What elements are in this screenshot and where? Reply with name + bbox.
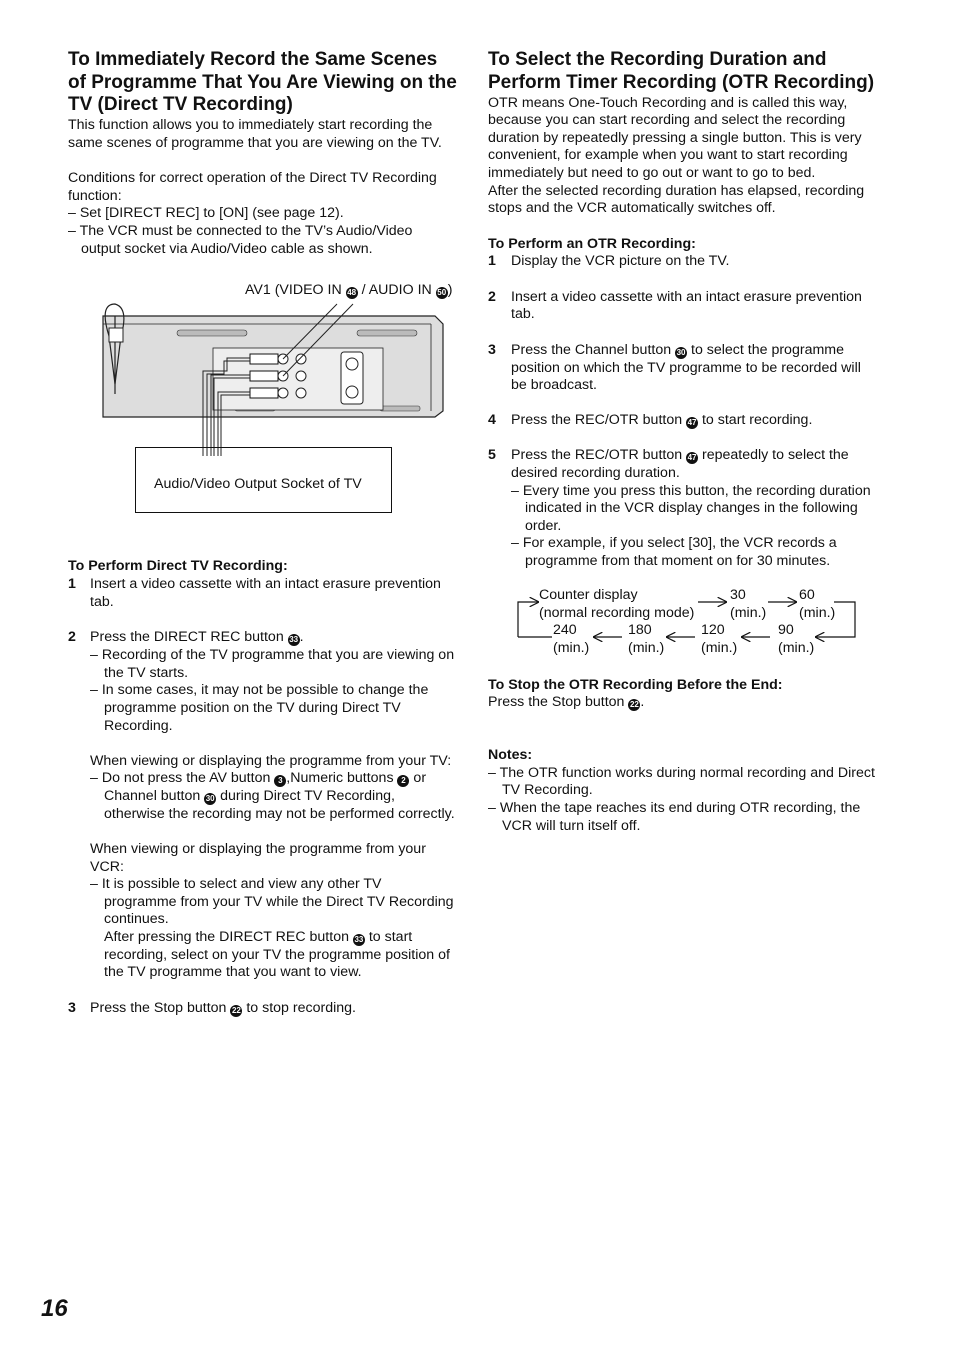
conditions-line: – Set [DIRECT REC] to [ON] (see page 12).	[68, 205, 344, 221]
procedure-title: To Perform Direct TV Recording:	[68, 558, 288, 574]
note-line: Recording.	[104, 718, 173, 734]
vcr-view-line: programme from your TV while the Direct TV Recording	[104, 894, 454, 910]
conditions-line: function:	[68, 188, 122, 204]
note-line: – Do not press the AV button 3 ,Numeric buttons 2 or	[90, 770, 427, 786]
intro-line: immediately but need to go out or want to go to bed.	[488, 165, 816, 181]
intro-line: convenient, for example when you want to start recording	[488, 147, 848, 163]
circled-number: 30	[205, 794, 215, 803]
cycle-counter-label: Counter display (normal recording mode)	[539, 587, 695, 621]
note-line: – In some cases, it may not be possible to change the	[90, 682, 429, 698]
vcr-view-line: When viewing or displaying the programme from your	[90, 841, 426, 857]
step-text: Press the Channel button 30 to select the programme	[511, 342, 844, 358]
circled-number: 33	[289, 635, 299, 644]
step-text: be broadcast.	[511, 377, 597, 393]
procedure-title: To Perform an OTR Recording:	[488, 236, 696, 252]
intro-line: stops and the VCR automatically switches off.	[488, 200, 776, 216]
note-line: – When the tape reaches its end during OTR recording, the	[488, 800, 861, 816]
step-text: Press the REC/OTR button 47 to start recording.	[511, 412, 813, 428]
step-number: 1	[68, 576, 76, 592]
vcr-view-line: recording, select on your TV the programme position of	[104, 947, 450, 963]
note-line: programme from that moment on for 30 minutes.	[525, 553, 831, 569]
step-text: Insert a video cassette with an intact erasure prevention	[90, 576, 441, 592]
note-line: Channel button 30 during Direct TV Recording,	[104, 788, 395, 804]
step-text: Press the REC/OTR button 47 repeatedly to select the	[511, 447, 849, 463]
step-text: Press the Stop button 22 to stop recording.	[90, 1000, 356, 1016]
circled-number: 22	[231, 1006, 241, 1015]
intro-line: OTR means One-Touch Recording and is called this way,	[488, 95, 848, 111]
av1-callout: AV1 (VIDEO IN 48 / AUDIO IN 50 )	[245, 282, 453, 298]
notes-title: Notes:	[488, 747, 533, 763]
note-line: – Every time you press this button, the recording duration	[511, 483, 871, 499]
vcr-view-line: – It is possible to select and view any other TV	[90, 876, 382, 892]
circled-number: 48	[347, 288, 357, 297]
note-line: programme position on the TV during Direct TV	[104, 700, 401, 716]
step-text: Press the DIRECT REC button 33 .	[90, 629, 304, 645]
step-text: position on which the TV programme to be recorded will	[511, 360, 861, 376]
otr-cycle-arrows	[510, 590, 860, 642]
page-number: 16	[41, 1295, 68, 1322]
cycle-240: 240 (min.)	[553, 622, 590, 656]
cycle-120: 120 (min.)	[701, 622, 738, 656]
intro-line: duration by repeatedly pressing a single button. This is very	[488, 130, 862, 146]
note-line: the TV starts.	[104, 665, 189, 681]
step-text: desired recording duration.	[511, 465, 680, 481]
step-number: 2	[488, 289, 496, 305]
vcr-view-line: continues.	[104, 911, 169, 927]
circled-number: 2	[397, 775, 409, 787]
otr-heading: To Select the Recording Duration and Perform Timer Recording (OTR Recording)	[488, 49, 875, 93]
circled-number: 3	[274, 775, 286, 787]
step-text: Display the VCR picture on the TV.	[511, 253, 730, 269]
circled-number: 50	[437, 288, 447, 297]
note-line: – Recording of the TV programme that you are viewing on	[90, 647, 455, 663]
tv-socket-label: Audio/Video Output Socket of TV	[154, 476, 362, 492]
intro-line: because you can start recording and select the recording	[488, 112, 846, 128]
cycle-180: 180 (min.)	[628, 622, 665, 656]
circled-number: 22	[629, 700, 639, 709]
vcr-view-line: the TV programme that you want to view.	[104, 964, 362, 980]
note-line: otherwise the recording may not be performed correctly.	[104, 806, 455, 822]
note-line: order.	[525, 518, 562, 534]
step-number: 3	[68, 1000, 76, 1016]
circled-number: 47	[687, 418, 697, 427]
intro-line: same scenes of programme that you are viewing on the TV.	[68, 135, 442, 151]
step-text: tab.	[511, 306, 535, 322]
step-text: tab.	[90, 594, 114, 610]
vcr-view-line: After pressing the DIRECT REC button 33 to start	[104, 929, 413, 945]
tv-view-title: When viewing or displaying the programme from your TV:	[90, 753, 452, 769]
step-number: 1	[488, 253, 496, 269]
conditions-line: output socket via Audio/Video cable as shown.	[81, 241, 373, 257]
note-line: – For example, if you select [30], the VCR records a	[511, 535, 837, 551]
direct-tv-heading: To Immediately Record the Same Scenes of Programme That You Are Viewing on the TV (Direct TV Recording)	[68, 49, 457, 115]
stop-title: To Stop the OTR Recording Before the End:	[488, 677, 783, 693]
note-line: TV Recording.	[502, 782, 593, 798]
circled-number: 30	[676, 348, 686, 357]
cycle-90: 90 (min.)	[778, 622, 815, 656]
note-line: indicated in the VCR display changes in the following	[525, 500, 858, 516]
note-line: VCR will turn itself off.	[502, 818, 641, 834]
circled-number: 47	[687, 453, 697, 462]
note-line: – The OTR function works during normal recording and Direct	[488, 765, 875, 781]
step-number: 5	[488, 447, 496, 463]
intro-line: This function allows you to immediately start recording the	[68, 117, 433, 133]
conditions-line: – The VCR must be connected to the TV’s Audio/Video	[68, 223, 413, 239]
vcr-view-line: VCR:	[90, 859, 124, 875]
step-number: 3	[488, 342, 496, 358]
cycle-60: 60 (min.)	[799, 587, 836, 621]
cycle-30: 30 (min.)	[730, 587, 767, 621]
circled-number: 33	[354, 935, 364, 944]
step-text: Insert a video cassette with an intact erasure prevention	[511, 289, 862, 305]
step-number: 4	[488, 412, 496, 428]
step-number: 2	[68, 629, 76, 645]
stop-text: Press the Stop button 22 .	[488, 694, 645, 710]
intro-line: After the selected recording duration has elapsed, recording	[488, 183, 865, 199]
conditions-line: Conditions for correct operation of the Direct TV Recording	[68, 170, 437, 186]
